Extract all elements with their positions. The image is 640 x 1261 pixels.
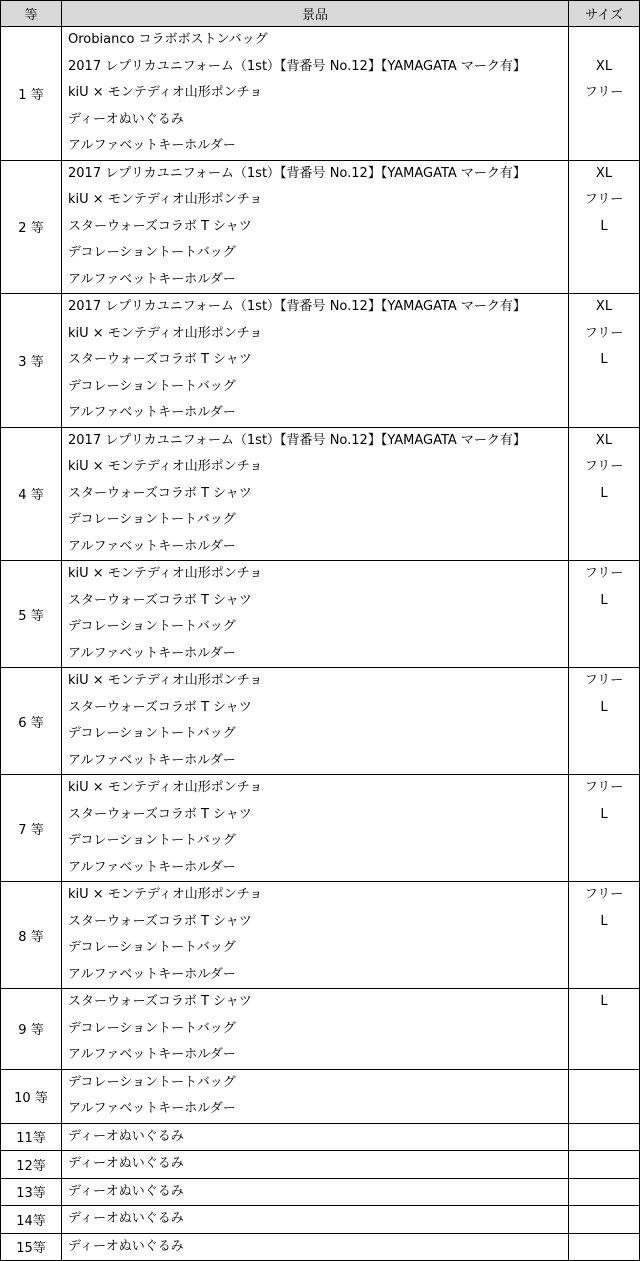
rank-cell: 4 等 <box>1 427 62 561</box>
size-item: L <box>600 806 608 822</box>
size-list-cell <box>569 1151 640 1179</box>
prize-list-cell <box>62 1123 569 1151</box>
prize-list-cell <box>62 775 569 882</box>
prize-list-cell <box>62 1206 569 1234</box>
table-row <box>1 1233 640 1261</box>
table-row <box>1 1123 640 1151</box>
prize-item: ディーオぬいぐるみ <box>68 111 184 127</box>
prize-table-body <box>1 27 640 1261</box>
size-list-cell <box>569 775 640 882</box>
size-item: フリー <box>584 325 624 341</box>
prize-item: デコレーショントートバッグ <box>68 1020 236 1036</box>
size-item: L <box>600 352 608 367</box>
size-item: L <box>600 913 608 929</box>
table-row <box>1 882 640 989</box>
prize-list-cell <box>62 561 569 668</box>
prize-item: スターウォーズコラボ T シャツ <box>68 592 252 608</box>
rank-cell: 11等 <box>1 1123 62 1151</box>
prize-list-cell <box>62 27 569 161</box>
rank-cell: 7 等 <box>1 775 62 882</box>
prize-item: アルファベットキーホルダー <box>68 538 236 554</box>
size-item: フリー <box>584 459 624 474</box>
table-row <box>1 668 640 775</box>
size-list-cell <box>569 1233 640 1261</box>
prize-item: Orobianco コラボボストンバッグ <box>68 32 268 47</box>
rank-cell: 3 等 <box>1 294 62 428</box>
table-row <box>1 160 640 294</box>
prize-list-cell <box>62 668 569 775</box>
prize-item: スターウォーズコラボ T シャツ <box>68 218 252 234</box>
prize-list-cell <box>62 989 569 1070</box>
prize-list-cell <box>62 1233 569 1261</box>
prize-item: スターウォーズコラボ T シャツ <box>68 806 252 822</box>
size-list-cell <box>569 427 640 561</box>
table-row <box>1 1206 640 1234</box>
prize-list-cell <box>62 1178 569 1206</box>
size-item: フリー <box>584 780 624 795</box>
prize-item: スターウォーズコラボ T シャツ <box>68 352 252 367</box>
prize-item: スターウォーズコラボ T シャツ <box>68 994 252 1009</box>
size-item: フリー <box>584 566 624 581</box>
prize-item: アルファベットキーホルダー <box>68 966 236 982</box>
prize-item: アルファベットキーホルダー <box>68 1047 236 1062</box>
header-row <box>1 1 640 27</box>
size-item: L <box>600 994 608 1009</box>
table-row <box>1 989 640 1070</box>
size-item: L <box>600 592 608 608</box>
rank-cell: 6 等 <box>1 668 62 775</box>
size-item <box>569 27 639 54</box>
prize-item: kiU × モンテディオ山形ポンチョ <box>68 566 263 581</box>
prize-item: kiU × モンテディオ山形ポンチョ <box>68 325 263 341</box>
prize-item: アルファベットキーホルダー <box>68 405 236 420</box>
rank-cell: 12等 <box>1 1151 62 1179</box>
size-list-cell <box>569 1123 640 1151</box>
size-list-cell <box>569 561 640 668</box>
prize-item: スターウォーズコラボ T シャツ <box>68 913 252 929</box>
rank-cell: 9 等 <box>1 989 62 1070</box>
prize-item: デコレーショントートバッグ <box>68 378 236 394</box>
header-rank: 等 <box>1 1 62 27</box>
table-row <box>1 294 640 428</box>
prize-item: アルファベットキーホルダー <box>68 271 236 287</box>
rank-cell: 2 等 <box>1 160 62 294</box>
size-list-cell <box>569 989 640 1070</box>
prize-item: デコレーショントートバッグ <box>68 512 236 527</box>
prize-item: kiU × モンテディオ山形ポンチョ <box>68 192 263 207</box>
prize-item: 2017 レプリカユニフォーム（1st）【背番号 No.12】【YAMAGATA マーク有】 <box>68 165 526 181</box>
prize-item: デコレーショントートバッグ <box>68 619 236 634</box>
prize-list-cell <box>62 160 569 294</box>
prize-item: 2017 レプリカユニフォーム（1st）【背番号 No.12】【YAMAGATA マーク有】 <box>68 58 526 74</box>
size-item: XL <box>595 299 613 314</box>
size-item: フリー <box>584 192 624 207</box>
prize-item: アルファベットキーホルダー <box>68 138 236 153</box>
size-list-cell <box>569 668 640 775</box>
size-item: フリー <box>584 85 624 100</box>
prize-item: スターウォーズコラボ T シャツ <box>68 699 252 715</box>
prize-item: アルファベットキーホルダー <box>68 1101 236 1116</box>
prize-list-cell <box>62 882 569 989</box>
table-row <box>1 561 640 668</box>
table-row <box>1 775 640 882</box>
prize-item: kiU × モンテディオ山形ポンチョ <box>68 887 263 902</box>
size-list-cell <box>569 27 640 161</box>
prize-item: デコレーショントートバッグ <box>68 940 236 955</box>
size-item: L <box>600 485 608 501</box>
prize-list-cell <box>62 294 569 428</box>
size-item: L <box>600 699 608 715</box>
rank-cell: 5 等 <box>1 561 62 668</box>
prize-item: kiU × モンテディオ山形ポンチョ <box>68 459 263 474</box>
prize-item: スターウォーズコラボ T シャツ <box>68 485 252 501</box>
prize-list-cell <box>62 1069 569 1123</box>
size-list-cell <box>569 1069 640 1123</box>
prize-item: 2017 レプリカユニフォーム（1st）【背番号 No.12】【YAMAGATA マーク有】 <box>68 299 526 314</box>
size-list-cell <box>569 882 640 989</box>
size-list-cell <box>569 294 640 428</box>
size-item: L <box>600 218 608 234</box>
prize-item: アルファベットキーホルダー <box>68 859 236 875</box>
prize-list-cell <box>62 1151 569 1179</box>
prize-item: ディーオぬいぐるみ <box>68 1128 184 1144</box>
prize-item: デコレーショントートバッグ <box>68 833 236 848</box>
prize-item: デコレーショントートバッグ <box>68 245 236 260</box>
rank-cell: 15等 <box>1 1233 62 1261</box>
rank-cell: 13等 <box>1 1178 62 1206</box>
header-size: サイズ <box>569 1 640 27</box>
table-row <box>1 1178 640 1206</box>
header-prize: 景品 <box>62 1 569 27</box>
prize-list-cell <box>62 427 569 561</box>
size-item: XL <box>595 432 613 448</box>
size-list-cell <box>569 160 640 294</box>
table-row <box>1 1151 640 1179</box>
prize-item: ディーオぬいぐるみ <box>68 1156 184 1171</box>
prize-item: アルファベットキーホルダー <box>68 645 236 661</box>
size-item: XL <box>595 58 613 74</box>
prize-item: ディーオぬいぐるみ <box>68 1238 184 1254</box>
size-list-cell <box>569 1206 640 1234</box>
size-item: フリー <box>584 887 624 902</box>
prize-item: デコレーショントートバッグ <box>68 726 236 741</box>
table-row <box>1 427 640 561</box>
prize-item: ディーオぬいぐるみ <box>68 1183 184 1199</box>
prize-item: kiU × モンテディオ山形ポンチョ <box>68 85 263 100</box>
rank-cell: 8 等 <box>1 882 62 989</box>
prize-item: デコレーショントートバッグ <box>68 1074 236 1090</box>
prize-item: kiU × モンテディオ山形ポンチョ <box>68 673 263 688</box>
rank-cell: 1 等 <box>1 27 62 161</box>
prize-item: 2017 レプリカユニフォーム（1st）【背番号 No.12】【YAMAGATA マーク有】 <box>68 432 526 448</box>
size-list-cell <box>569 1178 640 1206</box>
table-row <box>1 27 640 161</box>
prize-item: kiU × モンテディオ山形ポンチョ <box>68 780 263 795</box>
rank-cell: 10 等 <box>1 1069 62 1123</box>
prize-item: アルファベットキーホルダー <box>68 752 236 768</box>
size-item: XL <box>595 165 613 181</box>
rank-cell: 14等 <box>1 1206 62 1234</box>
table-row <box>1 1069 640 1123</box>
prize-item: ディーオぬいぐるみ <box>68 1211 184 1226</box>
size-item: フリー <box>584 673 624 688</box>
